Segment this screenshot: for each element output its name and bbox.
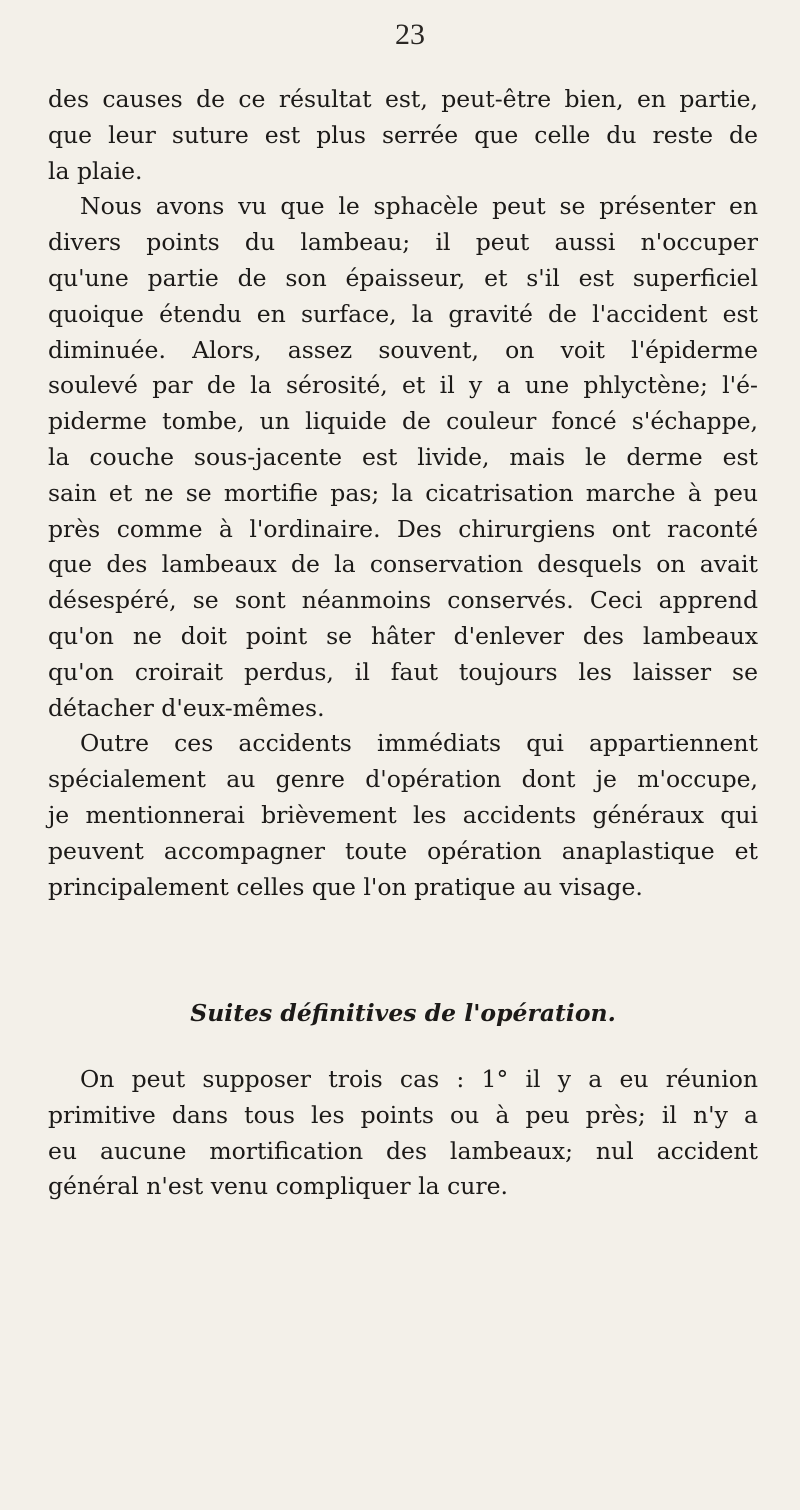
- text-line: que leur suture est plus serrée que celle du reste de: [48, 120, 758, 149]
- text-line: qu'une partie de son épaisseur, et s'il est superficiel: [48, 263, 758, 292]
- page-number: 23: [395, 18, 425, 51]
- text-line: Nous avons vu que le sphacèle peut se présenter en: [80, 192, 758, 221]
- text-line: peuvent accompagner toute opération anaplastique et: [48, 836, 758, 865]
- text-line: divers points du lambeau; il peut aussi n'occuper: [48, 228, 758, 257]
- text-line: je mentionnerai brièvement les accidents généraux qui: [48, 800, 758, 829]
- text-line: quoique étendu en surface, la gravité de l'accident est: [48, 299, 758, 328]
- text-line: primitive dans tous les points ou à peu près; il n'y a: [48, 1100, 758, 1129]
- body-text-2: [48, 1062, 758, 1205]
- text-line: soulevé par de la sérosité, et il y a une phlyctène; l'é-: [48, 371, 758, 400]
- text-line: détacher d'eux-mêmes.: [48, 693, 325, 722]
- text-line: la couche sous-jacente est livide, mais le derme est: [48, 442, 758, 471]
- text-line: général n'est venu compliquer la cure.: [48, 1172, 508, 1201]
- text-line: près comme à l'ordinaire. Des chirurgiens ont raconté: [48, 514, 758, 543]
- text-line: qu'on croirait perdus, il faut toujours les laisser se: [48, 657, 758, 686]
- text-line: des causes de ce résultat est, peut-être bien, en partie,: [48, 85, 758, 113]
- text-line: piderme tombe, un liquide de couleur foncé s'échappe,: [48, 407, 758, 436]
- text-line: que des lambeaux de la conservation desquels on avait: [48, 550, 758, 579]
- text-line: Outre ces accidents immédiats qui appartiennent: [80, 729, 758, 758]
- text-line: qu'on ne doit point se hâter d'enlever des lambeaux: [48, 621, 758, 650]
- text-line: désespéré, se sont néanmoins conservés. Ceci apprend: [48, 586, 758, 615]
- text-line: sain et ne se mortifie pas; la cicatrisation marche à peu: [48, 478, 758, 507]
- text-line: diminuée. Alors, assez souvent, on voit l'épiderme: [48, 335, 758, 364]
- section-title: Suites définitives de l'opération.: [190, 999, 616, 1027]
- text-line: eu aucune mortification des lambeaux; nul accident: [48, 1136, 758, 1165]
- body-text: [48, 82, 758, 905]
- text-line: spécialement au genre d'opération dont je m'occupe,: [48, 765, 758, 794]
- text-line: On peut supposer trois cas : 1° il y a eu réunion: [80, 1065, 758, 1093]
- text-line: la plaie.: [48, 156, 143, 185]
- text-line: principalement celles que l'on pratique au visage.: [48, 872, 643, 901]
